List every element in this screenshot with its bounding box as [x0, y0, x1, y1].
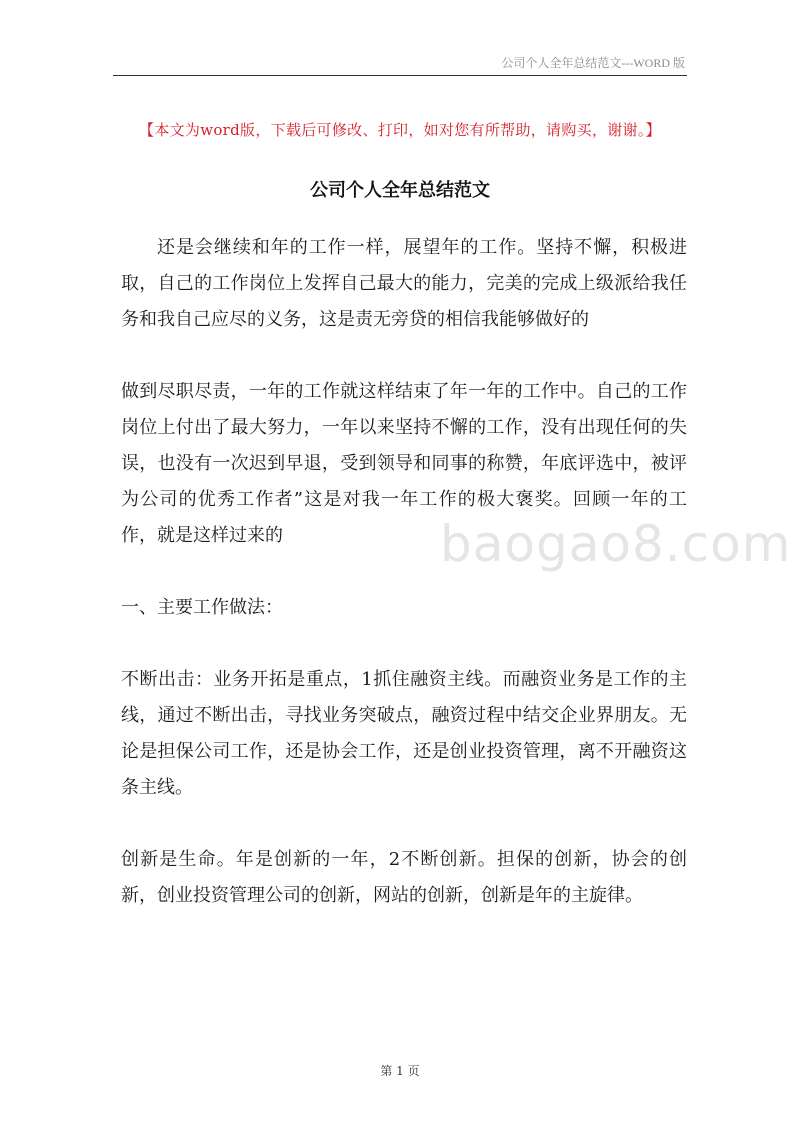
site-watermark: baogao8.com	[440, 515, 792, 573]
section-heading: 一、主要工作做法：	[121, 597, 283, 618]
header-divider	[113, 75, 687, 76]
paragraph-review: 做到尽职尽责，一年的工作就这样结束了年一年的工作中。自己的工作岗位上付出了最大努力，一年以来坚持不懈的工作，没有出现任何的失误，也没有一次迟到早退，受到领导和同事的称赞，年底评选中，被评为公司的优秀工作者”这是对我一年工作的极大褒奖。回顾一年的工作，就是这样过来的	[121, 381, 687, 546]
document-body	[121, 230, 687, 1060]
page-number: 第 1 页	[380, 1064, 420, 1078]
document-title: 公司个人全年总结范文	[310, 180, 490, 201]
purchase-notice: 【本文为word版，下载后可修改、打印，如对您有所帮助，请购买，谢谢。】	[139, 121, 661, 139]
paragraph-spacer	[121, 806, 687, 842]
paragraph-spacer	[121, 338, 687, 374]
paragraph-intro: 还是会继续和年的工作一样，展望年的工作。坚持不懈，积极进取，自己的工作岗位上发挥自己最大的能力，完美的完成上级派给我任务和我自己应尽的义务，这是责无旁贷的相信我能够做好的	[121, 237, 687, 330]
running-header: 公司个人全年总结范文---WORD 版	[501, 56, 685, 70]
paragraph-innovation: 创新是生命。年是创新的一年，2不断创新。担保的创新，协会的创新，创业投资管理公司的创新，网站的创新，创新是年的主旋律。	[121, 849, 687, 906]
paragraph-spacer	[121, 626, 687, 662]
paragraph-spacer	[121, 554, 687, 590]
paragraph-financing: 不断出击：业务开拓是重点，1抓住融资主线。而融资业务是工作的主线，通过不断出击，寻找业务突破点，融资过程中结交企业界朋友。无论是担保公司工作，还是协会工作，还是创业投资管理，离不开融资这条主线。	[121, 669, 687, 798]
